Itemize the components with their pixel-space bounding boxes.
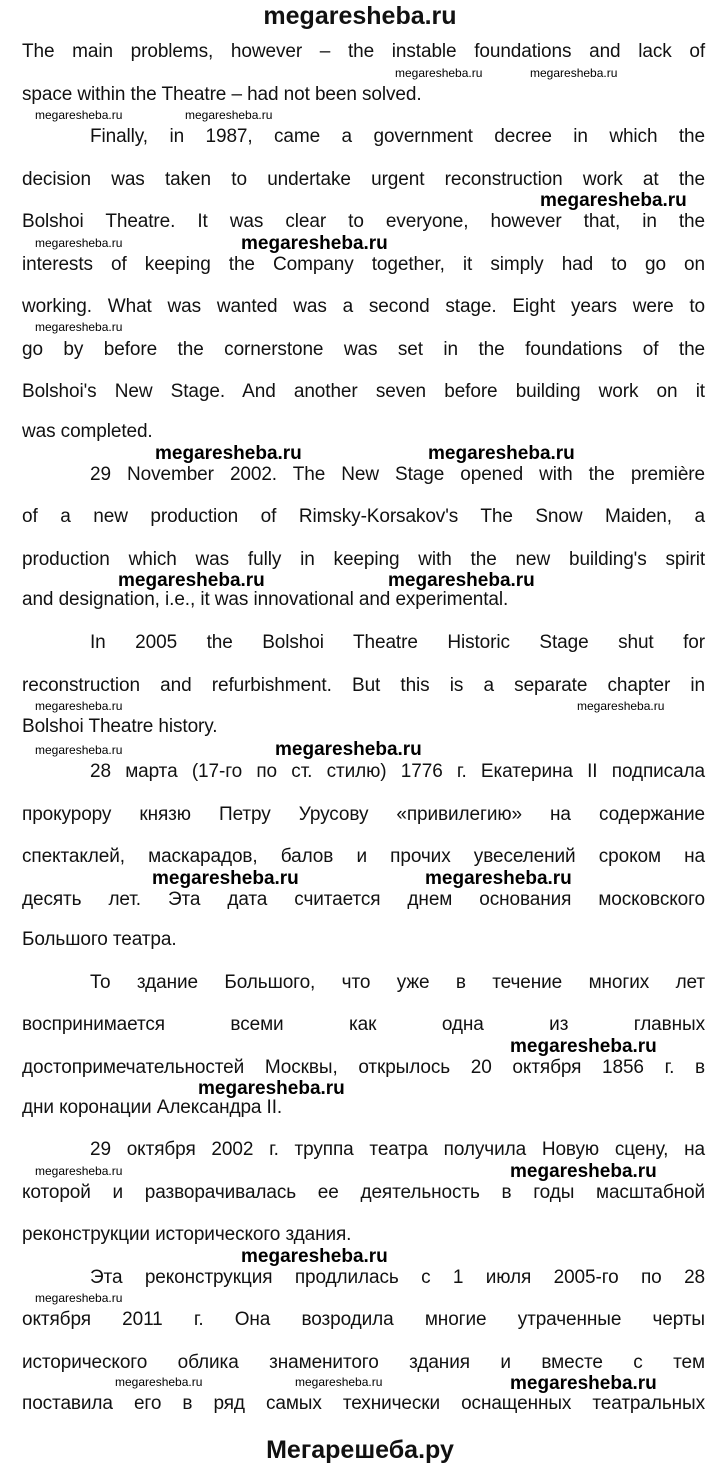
text-line: 28 марта (17-го по ст. стилю) 1776 г. Екатерина II подписала [90, 761, 705, 782]
text-line: Finally, in 1987, came a government decree in which the [90, 126, 705, 147]
text-line: исторического облика знаменитого здания и вместе с тем [22, 1352, 705, 1373]
watermark: megaresheba.ru [241, 233, 388, 254]
watermark: megaresheba.ru [510, 1161, 657, 1182]
text-line: 29 November 2002. The New Stage opened with the première [90, 464, 705, 485]
text-line: Эта реконструкция продлилась с 1 июля 2005-го по 28 [90, 1267, 705, 1288]
watermark: megaresheba.ru [198, 1078, 345, 1099]
text-line: То здание Большого, что уже в течение многих лет [90, 972, 705, 993]
watermark-small: megaresheba.ru [185, 108, 273, 122]
watermark-small: megaresheba.ru [35, 1164, 123, 1178]
text-line: которой и разворачивалась ее деятельность в годы масштабной [22, 1182, 705, 1203]
text-line: десять лет. Эта дата считается днем основания московского [22, 889, 705, 910]
watermark-small: megaresheba.ru [35, 236, 123, 250]
watermark-small: megaresheba.ru [35, 743, 123, 757]
watermark: megaresheba.ru [425, 868, 572, 889]
watermark-small: megaresheba.ru [115, 1375, 203, 1389]
watermark: megaresheba.ru [152, 868, 299, 889]
watermark-small: megaresheba.ru [35, 699, 123, 713]
text-line: go by before the cornerstone was set in the foundations of the [22, 339, 705, 360]
text-line: was completed. [22, 421, 153, 442]
watermark-small: megaresheba.ru [530, 66, 618, 80]
watermark: megaresheba.ru [241, 1246, 388, 1267]
watermark: megaresheba.ru [540, 190, 687, 211]
text-line: The main problems, however – the instable foundations and lack of [22, 41, 705, 62]
text-line: Bolshoi Theatre. It was clear to everyone, however that, in the [22, 211, 705, 232]
watermark: megaresheba.ru [510, 1036, 657, 1057]
site-header: megaresheba.ru [263, 2, 457, 30]
text-line: дни коронации Александра II. [22, 1097, 283, 1118]
text-line: production which was fully in keeping with the new building's spirit [22, 549, 705, 570]
watermark-small: megaresheba.ru [577, 699, 665, 713]
text-line: спектаклей, маскарадов, балов и прочих увеселений сроком на [22, 846, 705, 867]
text-line: достопримечательностей Москвы, открылось 20 октября 1856 г. в [22, 1057, 705, 1078]
text-line: Большого театра. [22, 929, 177, 950]
site-footer: Мегарешеба.ру [266, 1436, 454, 1464]
text-line: In 2005 the Bolshoi Theatre Historic Stage shut for [90, 632, 705, 653]
text-line: space within the Theatre – had not been solved. [22, 84, 422, 105]
text-line: working. What was wanted was a second stage. Eight years were to [22, 296, 705, 317]
text-line: interests of keeping the Company together, it simply had to go on [22, 254, 705, 275]
text-line: реконструкции исторического здания. [22, 1224, 352, 1245]
watermark: megaresheba.ru [510, 1373, 657, 1394]
watermark: megaresheba.ru [118, 570, 265, 591]
watermark-small: megaresheba.ru [395, 66, 483, 80]
text-line: Bolshoi's New Stage. And another seven before building work on it [22, 381, 705, 402]
watermark: megaresheba.ru [388, 570, 535, 591]
text-line: decision was taken to undertake urgent reconstruction work at the [22, 169, 705, 190]
watermark: megaresheba.ru [155, 443, 302, 464]
watermark-small: megaresheba.ru [35, 320, 123, 334]
text-line: 29 октября 2002 г. труппа театра получила Новую сцену, на [90, 1139, 705, 1160]
watermark: megaresheba.ru [428, 443, 575, 464]
text-line: октября 2011 г. Она возродила многие утраченные черты [22, 1309, 705, 1330]
watermark-small: megaresheba.ru [35, 108, 123, 122]
text-line: of a new production of Rimsky-Korsakov's The Snow Maiden, a [22, 506, 705, 527]
watermark-small: megaresheba.ru [295, 1375, 383, 1389]
text-line: прокурору князю Петру Урусову «привилегию» на содержание [22, 804, 705, 825]
text-line: воспринимается всеми как одна из главных [22, 1014, 705, 1035]
text-line: поставила его в ряд самых технически оснащенных театральных [22, 1393, 705, 1414]
text-line: Bolshoi Theatre history. [22, 716, 218, 737]
text-line: and designation, i.e., it was innovational and experimental. [22, 589, 509, 610]
watermark-small: megaresheba.ru [35, 1291, 123, 1305]
watermark: megaresheba.ru [275, 739, 422, 760]
text-line: reconstruction and refurbishment. But this is a separate chapter in [22, 675, 705, 696]
